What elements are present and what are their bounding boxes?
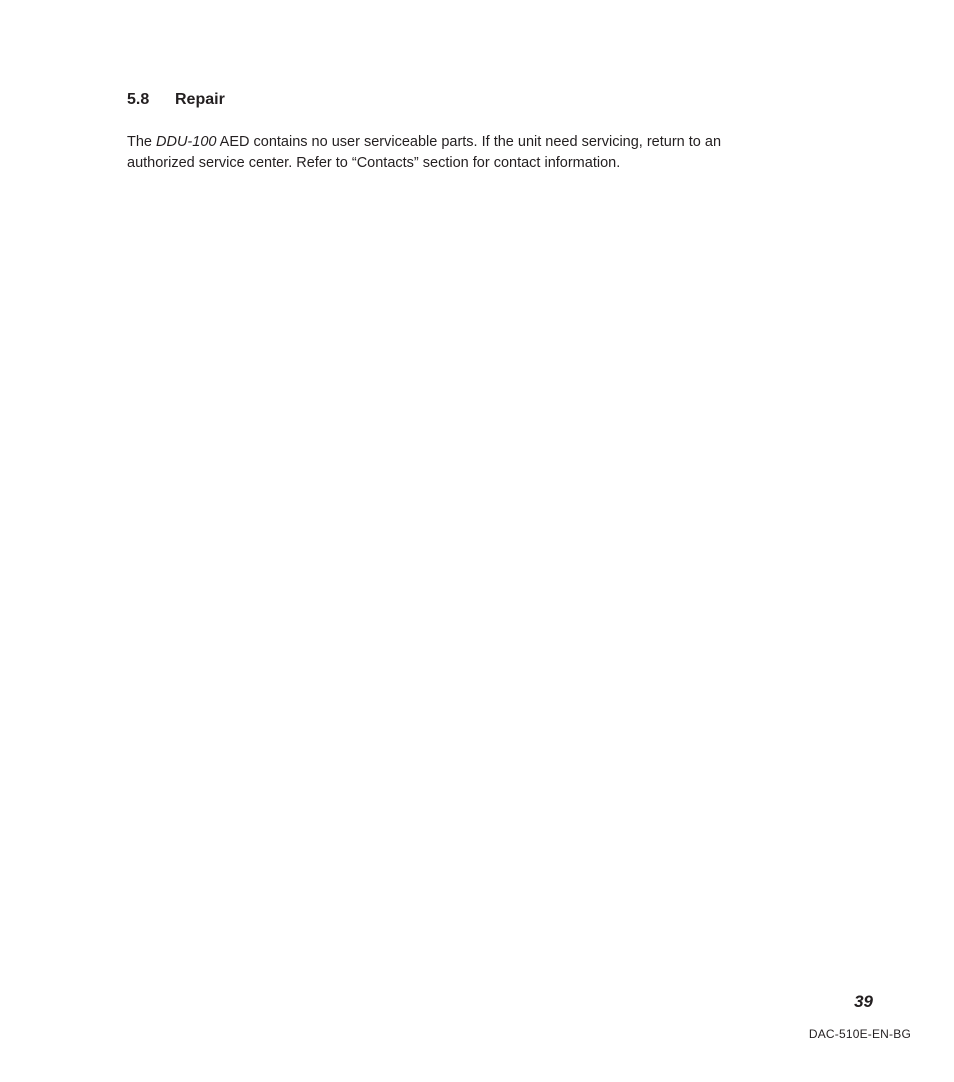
product-name: DDU-100 bbox=[156, 134, 217, 150]
page-number: 39 bbox=[854, 992, 873, 1011]
paragraph-intro: The bbox=[127, 134, 157, 150]
repair-paragraph bbox=[127, 132, 827, 174]
paragraph-line2: authorized service center. Refer to “Contacts” section for contact information. bbox=[127, 155, 621, 171]
section-heading bbox=[127, 90, 225, 110]
section-number: 5.8 bbox=[127, 91, 150, 108]
paragraph-line1: AED contains no user serviceable parts. If the unit need servicing, return to an bbox=[216, 134, 722, 150]
section-title: Repair bbox=[175, 91, 225, 108]
document-code: DAC-510E-EN-BG bbox=[808, 1027, 911, 1041]
